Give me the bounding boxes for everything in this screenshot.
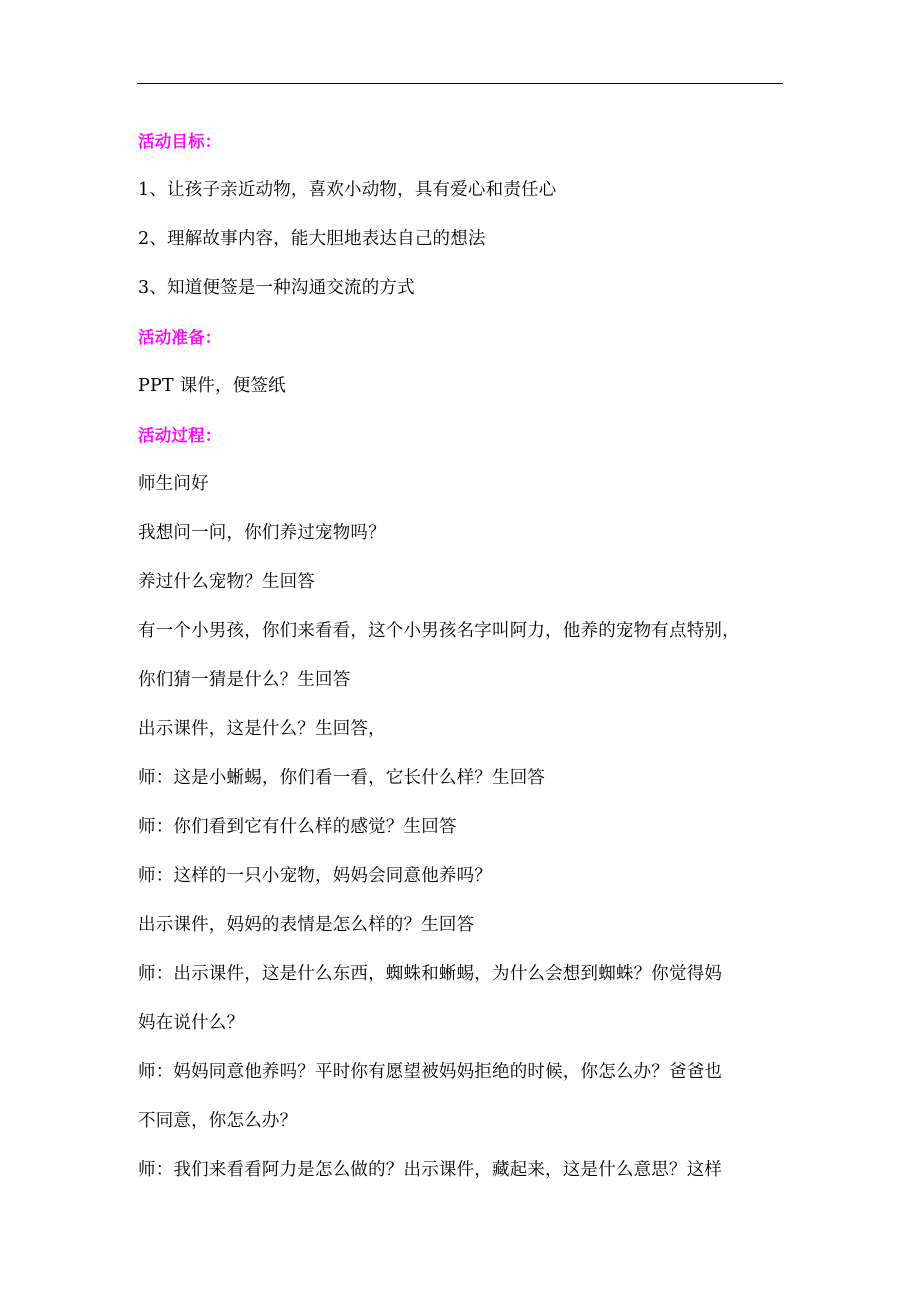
goal-line-1: 1、让孩子亲近动物，喜欢小动物，具有爱心和责任心 — [138, 180, 557, 200]
process-line: 出示课件，妈妈的表情是怎么样的？生回答 — [138, 915, 475, 935]
section-heading-process: 活动过程： — [138, 426, 222, 445]
process-line: 出示课件，这是什么？生回答， — [138, 719, 386, 739]
process-line: 师：这是小蜥蜴，你们看一看，它长什么样？生回答 — [138, 768, 546, 788]
process-line: 你们猜一猜是什么？生回答 — [138, 670, 351, 690]
section-heading-goals: 活动目标： — [138, 132, 222, 151]
process-line: 师：我们来看看阿力是怎么做的？出示课件，藏起来，这是什么意思？这样 — [138, 1160, 723, 1180]
section-heading-preparation: 活动准备： — [138, 328, 222, 347]
process-line: 师：出示课件，这是什么东西，蜘蛛和蜥蜴，为什么会想到蜘蛛？你觉得妈 — [138, 964, 723, 984]
goal-line-2: 2、理解故事内容，能大胆地表达自己的想法 — [138, 229, 486, 249]
header-rule — [137, 83, 783, 84]
goal-line-3: 3、知道便签是一种沟通交流的方式 — [138, 278, 415, 298]
process-line: 不同意，你怎么办？ — [138, 1111, 298, 1131]
process-line: 师：这样的一只小宠物，妈妈会同意他养吗？ — [138, 866, 492, 886]
process-line: 妈在说什么？ — [138, 1013, 245, 1033]
process-line: 师生问好 — [138, 474, 209, 494]
document-body — [138, 117, 788, 1195]
preparation-line-1: PPT 课件，便签纸 — [138, 376, 286, 396]
process-line: 我想问一问，你们养过宠物吗？ — [138, 523, 386, 543]
process-line: 师：妈妈同意他养吗？平时你有愿望被妈妈拒绝的时候，你怎么办？爸爸也 — [138, 1062, 723, 1082]
process-line: 有一个小男孩，你们来看看，这个小男孩名字叫阿力，他养的宠物有点特别， — [138, 621, 740, 641]
process-line: 师：你们看到它有什么样的感觉？生回答 — [138, 817, 457, 837]
process-line: 养过什么宠物？生回答 — [138, 572, 315, 592]
